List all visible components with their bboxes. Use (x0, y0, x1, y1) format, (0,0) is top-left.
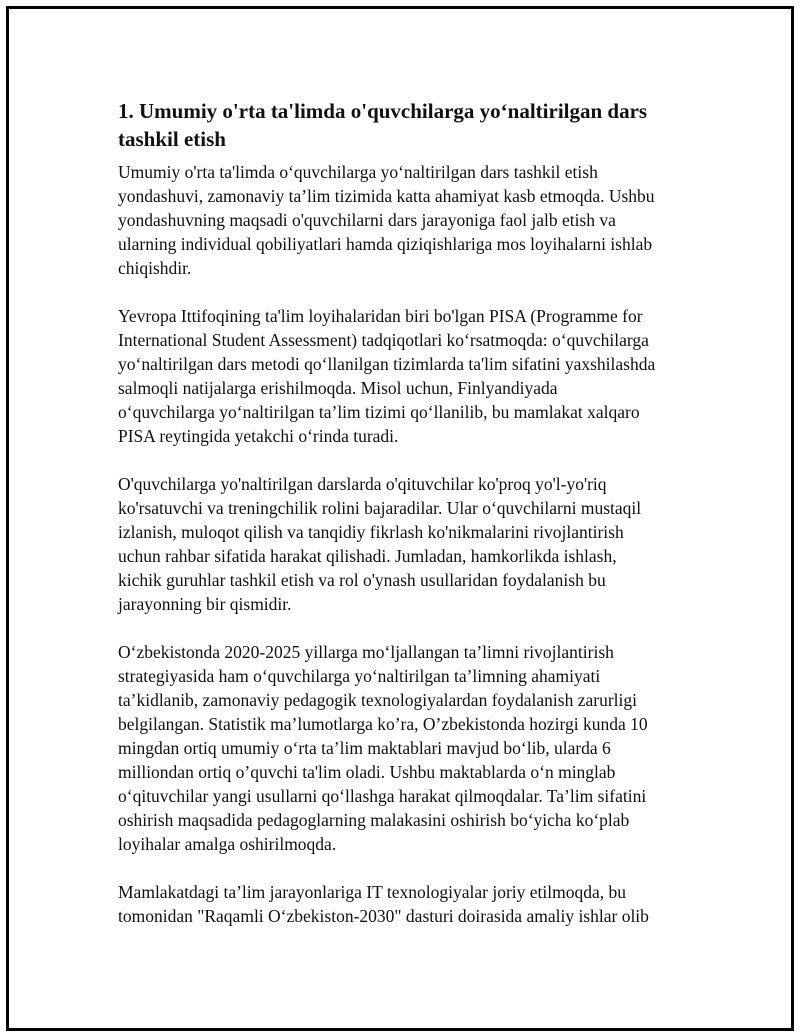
text-line: mingdan ortiq umumiy o‘rta ta’lim maktablari mavjud bo‘lib, ularda 6 (118, 738, 611, 758)
document-content (118, 97, 698, 952)
text-line: PISA reytingida yetakchi o‘rinda turadi. (118, 426, 399, 446)
text-line: milliondan ortiq o’quvchi ta'lim oladi. Ushbu maktablarda o‘n minglab (118, 762, 616, 782)
text-line: yondashuvi, zamonaviy ta’lim tizimida katta ahamiyat kasb etmoqda. Ushbu (118, 186, 655, 206)
text-line: o‘quvchilarga yo‘naltirilgan ta’lim tizimi qo‘llanilib, bu mamlakat xalqaro (118, 402, 640, 422)
text-line: O‘zbekistonda 2020-2025 yillarga mo‘ljallangan ta’limni rivojlantirish (118, 642, 614, 662)
text-line: Yevropa Ittifoqining ta'lim loyihalaridan biri bo'lgan PISA (Programme for (118, 306, 643, 326)
text-line: strategiyasida ham o‘quvchilarga yo‘naltirilgan ta’limning ahamiyati (118, 666, 601, 686)
text-line: International Student Assessment) tadqiqotlari ko‘rsatmoqda: o‘quvchilarga (118, 330, 649, 350)
text-line: kichik guruhlar tashkil etish va rol o'ynash usullaridan foydalanish bu (118, 570, 606, 590)
paragraph-teachers-role (118, 472, 698, 616)
text-line: Mamlakatdagi ta’lim jarayonlariga IT texnologiyalar joriy etilmoqda, bu (118, 882, 626, 902)
text-line: salmoqli natijalarga erishilmoqda. Misol uchun, Finlyandiyada (118, 378, 558, 398)
text-line: O'quvchilarga yo'naltirilgan darslarda o'qituvchilar ko'proq yo'l-yo'riq (118, 474, 607, 494)
text-line: yondashuvning maqsadi o'quvchilarni dars jarayoniga faol jalb etish va (118, 210, 616, 230)
text-line: uchun rahbar sifatida harakat qilishadi. Jumladan, hamkorlikda ishlash, (118, 546, 617, 566)
text-line: tomonidan "Raqamli O‘zbekiston-2030" dasturi doirasida amaliy ishlar olib (118, 906, 649, 926)
text-line: izlanish, muloqot qilish va tanqidiy fikrlash ko'nikmalarini rivojlantirish (118, 522, 624, 542)
page-frame (6, 6, 794, 1031)
text-line: ta’kidlanib, zamonaviy pedagogik texnologiyalardan foydalanish zarurligi (118, 690, 638, 710)
section-heading (118, 97, 698, 153)
text-line: chiqishdir. (118, 258, 192, 278)
paragraph-it (118, 880, 698, 928)
text-line: loyihalar amalga oshirilmoqda. (118, 834, 337, 854)
text-line: o‘qituvchilar yangi usullarni qo‘llashga harakat qilmoqdalar. Ta’lim sifatini (118, 786, 647, 806)
text-line: jarayonning bir qismidir. (118, 594, 292, 614)
text-line: yo‘naltirilgan dars metodi qo‘llanilgan tizimlarda ta'lim sifatini yaxshilashda (118, 354, 656, 374)
text-line: ko'rsatuvchi va treningchilik rolini bajaradilar. Ular o‘quvchilarni mustaqil (118, 498, 642, 518)
heading-line: tashkil etish (118, 127, 226, 151)
paragraph-pisa (118, 304, 698, 448)
heading-line: 1. Umumiy o'rta ta'limda o'quvchilarga yo‘naltirilgan dars (118, 99, 648, 123)
text-line: Umumiy o'rta ta'limda o‘quvchilarga yo‘naltirilgan dars tashkil etish (118, 162, 598, 182)
text-line: oshirish maqsadida pedagoglarning malakasini oshirish bo‘yicha ko‘plab (118, 810, 630, 830)
text-line: belgilangan. Statistik ma’lumotlarga ko’ra, O’zbekistonda hozirgi kunda 10 (118, 714, 648, 734)
paragraph-strategy (118, 640, 698, 856)
paragraph-intro (118, 160, 698, 280)
text-line: ularning individual qobiliyatlari hamda qiziqishlariga mos loyihalarni ishlab (118, 234, 653, 254)
